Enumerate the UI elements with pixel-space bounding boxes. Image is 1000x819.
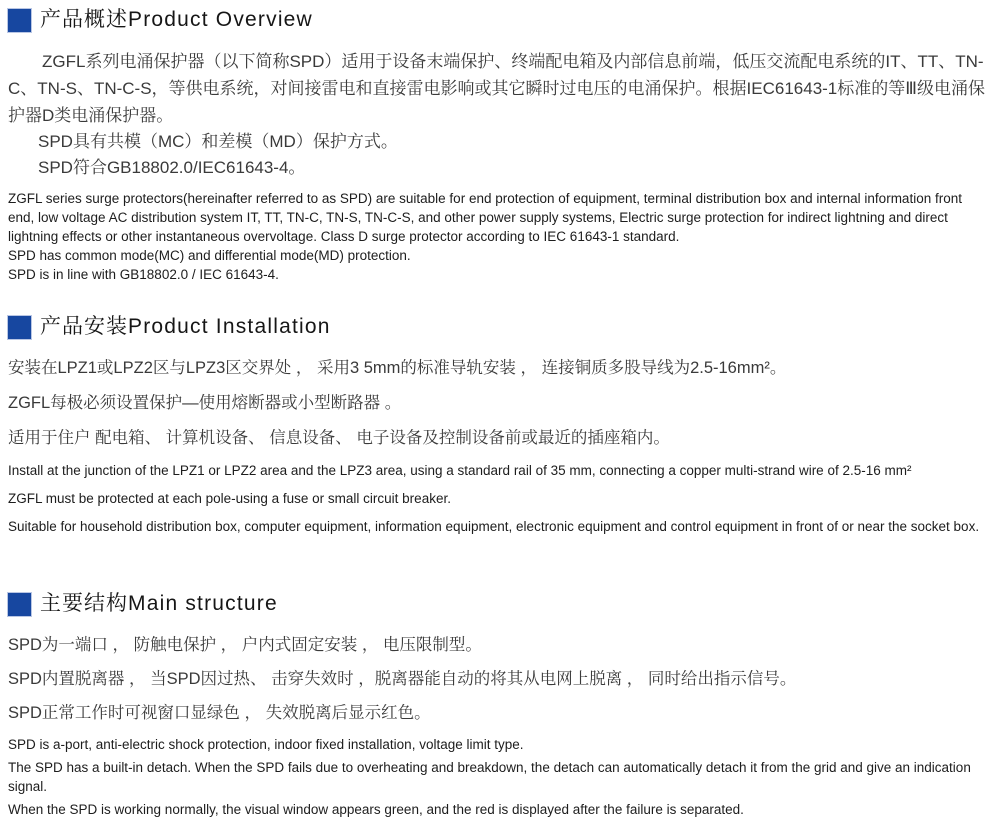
heading-en: Main structure bbox=[128, 592, 278, 615]
installation-english-text bbox=[8, 461, 990, 536]
section-heading-product-overview bbox=[8, 8, 990, 32]
overview-en-line: SPD has common mode(MC) and differential mode(MD) protection. bbox=[8, 248, 411, 263]
overview-en-paragraph: ZGFL series surge protectors(hereinafter referred to as SPD) are suitable for end protection of equipment, terminal distribution box and internal information front end, low voltage AC distribution system IT, TT, TN-C, TN-S, TN-C-S, and other power supply systems, Electric surge protection for indirect lightning and direct lightning effects or other instantaneous overvoltage. Class D surge protector according to IEC 61643-1 standard. bbox=[8, 191, 962, 244]
structure-en-line: The SPD has a built-in detach. When the SPD fails due to overheating and breakdown, the detach can automatically detach it from the grid and give an indication signal. bbox=[8, 760, 971, 794]
section-heading-product-installation bbox=[8, 315, 990, 339]
structure-zh-line: SPD为一端口 ， 防触电保护 ， 户内式固定安装 ， 电压限制型。 bbox=[8, 636, 482, 654]
installation-en-line: Suitable for household distribution box, computer equipment, information equipment, electronic equipment and control equipment in front of or near the socket box. bbox=[8, 519, 980, 534]
structure-english-text bbox=[8, 735, 990, 819]
overview-english-text bbox=[8, 189, 990, 284]
structure-en-line: When the SPD is working normally, the visual window appears green, and the red is displayed after the failure is separated. bbox=[8, 802, 744, 817]
heading-en: Product Overview bbox=[128, 8, 313, 31]
section-product-installation bbox=[8, 315, 990, 536]
overview-zh-paragraph: ZGFL系列电涌保护器（以下简称SPD）适用于设备末端保护、终端配电箱及内部信息前端，低压交流配电系统的IT、TT、TN-C、TN-S、TN-C-S，等供电系统，对间接雷电和直接雷电影响或其它瞬时过电压的电涌保护。根据IEC61643-1标准的等Ⅲ级电涌保护器D类电涌保护器。 bbox=[8, 52, 985, 125]
installation-zh-line: 安装在LPZ1或LPZ2区与LPZ3区交界处 ， 采用3 5mm的标准导轨安装 ， 连接铜质多股导线为2.5-16mm²。 bbox=[8, 359, 787, 377]
heading-en: Product Installation bbox=[128, 315, 331, 338]
section-bullet-icon bbox=[8, 9, 31, 32]
section-product-overview bbox=[8, 8, 990, 284]
installation-chinese-text bbox=[8, 356, 990, 450]
section-bullet-icon bbox=[8, 593, 31, 616]
heading-zh: 产品概述 bbox=[40, 8, 128, 31]
installation-en-line: ZGFL must be protected at each pole-using a fuse or small circuit breaker. bbox=[8, 491, 451, 506]
installation-en-line: Install at the junction of the LPZ1 or LPZ2 area and the LPZ3 area, using a standard rail of 35 mm, connecting a copper multi-strand wire of 2.5-16 mm² bbox=[8, 463, 912, 478]
heading-zh: 产品安装 bbox=[40, 315, 128, 338]
overview-chinese-text bbox=[8, 48, 990, 181]
overview-en-line: SPD is in line with GB18802.0 / IEC 61643-4. bbox=[8, 267, 279, 282]
overview-zh-line: SPD具有共模（MC）和差模（MD）保护方式。 bbox=[38, 132, 398, 151]
structure-en-line: SPD is a-port, anti-electric shock protection, indoor fixed installation, voltage limit type. bbox=[8, 737, 524, 752]
section-heading-main-structure bbox=[8, 592, 990, 616]
heading-zh: 主要结构 bbox=[40, 592, 128, 615]
installation-zh-line: 适用于住户 配电箱、 计算机设备、 信息设备、 电子设备及控制设备前或最近的插座箱内。 bbox=[8, 429, 670, 447]
structure-zh-line: SPD正常工作时可视窗口显绿色 ， 失效脱离后显示红色。 bbox=[8, 704, 431, 722]
overview-zh-line: SPD符合GB18802.0/IEC61643-4。 bbox=[38, 158, 306, 177]
section-bullet-icon bbox=[8, 316, 31, 339]
structure-chinese-text bbox=[8, 633, 990, 725]
section-main-structure bbox=[8, 592, 990, 819]
installation-zh-line: ZGFL每极必须设置保护—使用熔断器或小型断路器 。 bbox=[8, 394, 402, 412]
structure-zh-line: SPD内置脱离器 ， 当SPD因过热、 击穿失效时 ，脱离器能自动的将其从电网上脱离 ， 同时给出指示信号。 bbox=[8, 670, 797, 688]
